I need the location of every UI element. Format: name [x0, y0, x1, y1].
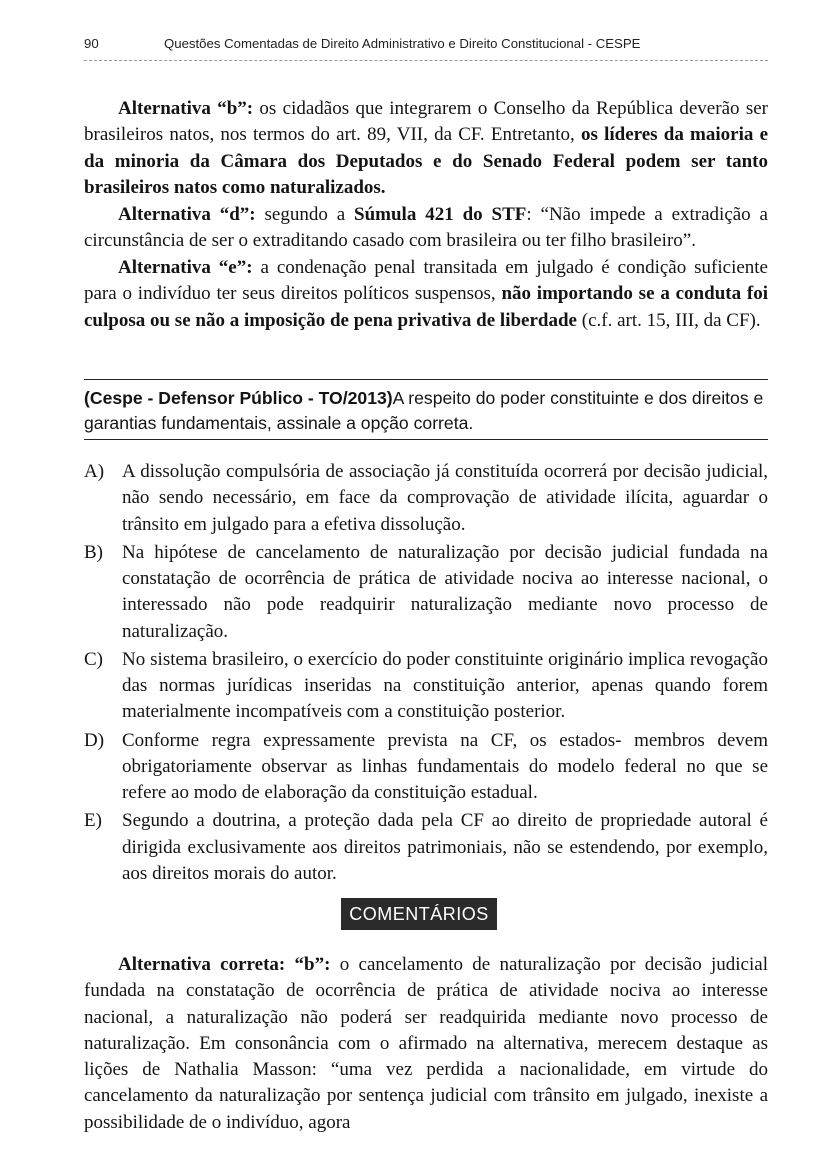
commentary-label: Alternativa correta: “b”:: [118, 954, 331, 975]
option-letter: A): [84, 461, 105, 482]
option-letter: B): [84, 541, 103, 563]
alternative-b-emphasis: os líderes da maioria e da minoria da Câmara dos Deputados e do Senado Federal podem ser tanto brasileiros natos como naturalizados.: [84, 124, 768, 198]
option-e: [84, 808, 768, 887]
question-bottom-rule: [84, 439, 768, 440]
option-text: Conforme regra expressamente prevista na CF, os estados- membros devem obrigatoriamente observar as linhas fundamentais do modelo federal no que se refere ao modo de elaboração da constituição estadual.: [122, 729, 768, 804]
alternative-e-text-2: (c.f. art. 15, III, da CF).: [577, 309, 761, 331]
option-d: [84, 728, 768, 807]
commentary-text: o cancelamento de naturalização por decisão judicial fundada na constatação de ocorrência de prática de atividade nociva ao interesse nacional, a naturalização não poderá ser readquirida mediante novo processo de naturalização. Em consonância com o afirmado na alternativa, merecem destaque as lições de Nathalia Masson: “uma vez perdida a nacionalidade, em virtude do cancelamento da naturalização por sentença judicial com trânsito em julgado, inexiste a possibilidade de o indivíduo, agora: [84, 954, 768, 1133]
alternative-e-emphasis: não importando se a conduta foi culposa ou se não a imposição de pena privativa de liberdade: [84, 283, 768, 331]
section-banner-comentarios: COMENTÁRIOS: [341, 898, 497, 930]
running-title: Questões Comentadas de Direito Administrativo e Direito Constitucional - CESPE: [164, 36, 641, 51]
option-a: [84, 459, 768, 538]
question-stem: [84, 386, 768, 436]
answer-options: [84, 459, 768, 889]
header-divider: [84, 60, 768, 61]
alternative-d-text-1: segundo a: [255, 204, 355, 225]
alternative-e-label: Alternativa “e”:: [118, 257, 253, 278]
option-text: No sistema brasileiro, o exercício do poder constituinte originário implica revogação das normas jurídicas inseridas na constituição anterior, apenas quando forem materialmente incompatíveis com a constituição posterior.: [122, 648, 768, 723]
alternative-d-text-2: : “Não impede a extradição a circunstância de ser o extraditando casado com brasileira ou ter filho brasileiro”.: [84, 204, 768, 252]
page-number: 90: [84, 36, 99, 51]
question-top-rule: [84, 379, 768, 380]
alternative-b-label: Alternativa “b”:: [118, 98, 254, 119]
paragraph-alternative-e: [84, 255, 768, 334]
option-text: A dissolução compulsória de associação já constituída ocorrerá por decisão judicial, não sendo necessário, em face da comprovação de atividade ilícita, aguardar o trânsito em julgado para a efetiva dissolução.: [122, 461, 768, 535]
paragraph-alternative-d: [84, 202, 768, 255]
option-b: [84, 540, 768, 645]
alternative-d-emphasis: Súmula 421 do STF: [354, 204, 527, 225]
alternative-d-label: Alternativa “d”:: [118, 204, 256, 225]
option-text: Segundo a doutrina, a proteção dada pela CF ao direito de propriedade autoral é dirigida exclusivamente aos direitos patrimoniais, não se estendendo, por exemplo, aos direitos morais do autor.: [122, 810, 768, 885]
paragraph-commentary: [84, 952, 768, 1136]
option-text: Na hipótese de cancelamento de naturalização por decisão judicial fundada na constatação de ocorrência de prática de atividade nociva ao interesse nacional, o interessado não pode readquirir naturalização mediante novo processo de naturalização.: [122, 541, 768, 642]
question-prompt: A respeito do poder constituinte e dos direitos e garantias fundamentais, assinale a opção correta.: [84, 388, 764, 433]
alternative-e-text-1: a condenação penal transitada em julgado é condição suficiente para o indivíduo ter seus direitos políticos suspensos,: [84, 257, 768, 305]
option-letter: D): [84, 729, 105, 751]
option-c: [84, 647, 768, 726]
option-letter: C): [84, 648, 103, 670]
paragraph-alternative-b: [84, 96, 768, 201]
option-letter: E): [84, 810, 102, 832]
alternative-b-text: os cidadãos que integrarem o Conselho da República deverão ser brasileiros natos, nos termos do art. 89, VII, da CF. Entretanto,: [84, 98, 768, 146]
question-source: (Cespe - Defensor Público - TO/2013): [84, 388, 393, 408]
